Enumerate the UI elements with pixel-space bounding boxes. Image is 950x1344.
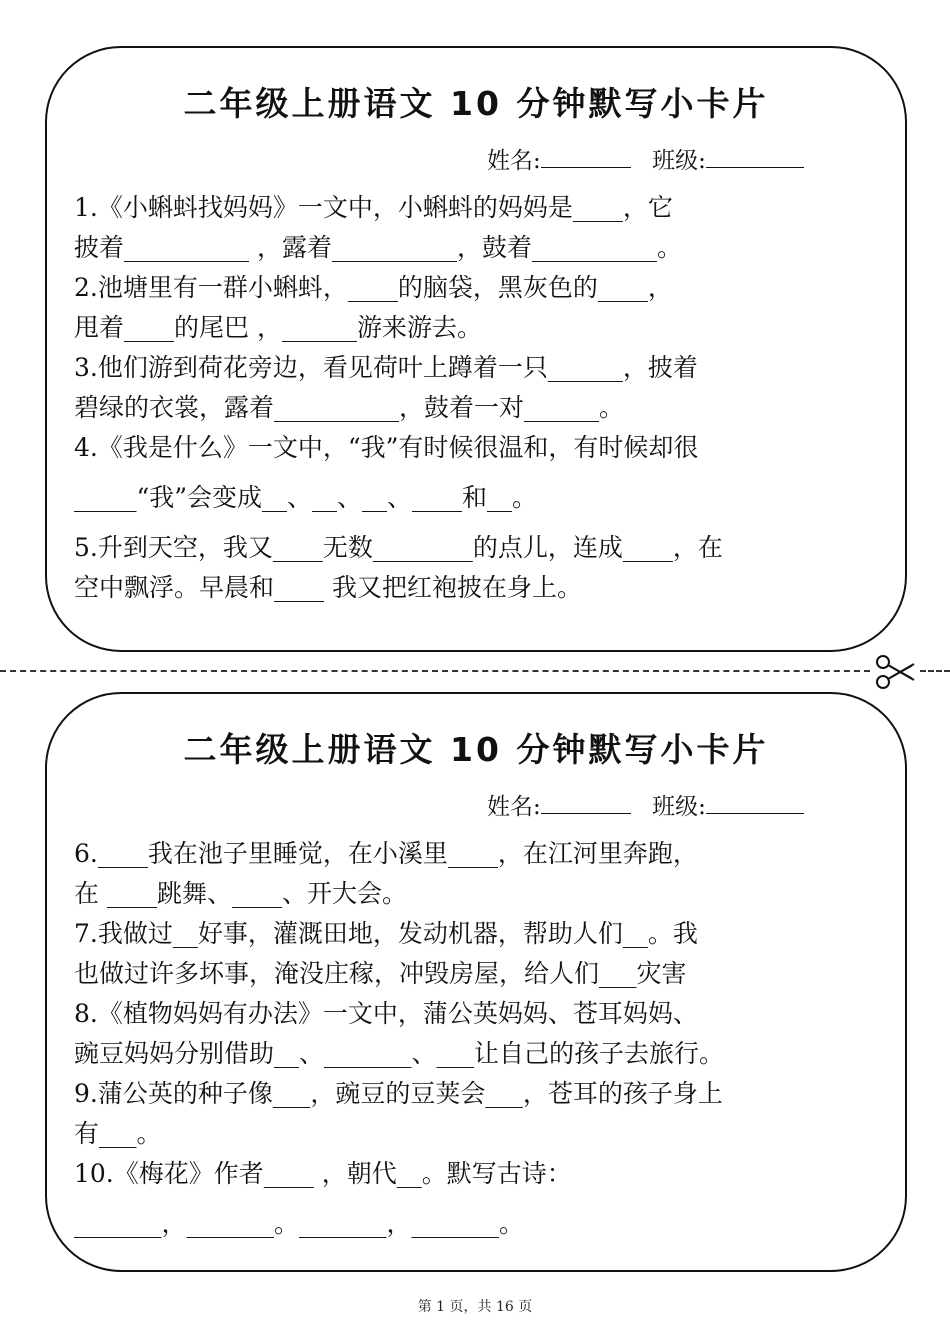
question-line: 4.《我是什么》一文中，“我”有时候很温和，有时候却很: [74, 433, 699, 462]
question-line: 10.《梅花》作者____ ，朝代__。默写古诗：: [74, 1159, 572, 1188]
question-line: 也做过许多坏事，淹没庄稼，冲毁房屋，给人们___灾害: [74, 959, 687, 988]
card-title: 二年级上册语文 10 分钟默写小卡片: [183, 84, 769, 123]
dictation-card-1: [45, 46, 907, 652]
question-line: 碧绿的衣裳，露着__________，鼓着一对______。: [74, 393, 625, 422]
class-blank[interactable]: [706, 145, 804, 168]
name-class-row: [487, 142, 804, 175]
questions: [74, 188, 886, 608]
name-label: 姓名:: [487, 794, 541, 820]
question-line: 1.《小蝌蚪找妈妈》一文中，小蝌蚪的妈妈是____，它: [74, 193, 673, 222]
page-footer: 第 1 页，共 16 页: [417, 1299, 533, 1315]
question-line: 8.《植物妈妈有办法》一文中，蒲公英妈妈、苍耳妈妈、: [74, 999, 698, 1028]
questions: [74, 834, 886, 1254]
class-blank[interactable]: [706, 791, 804, 814]
question-line: 披着__________ ，露着__________，鼓着__________。: [74, 233, 682, 262]
scissors-icon: [872, 654, 918, 690]
cut-line: [0, 670, 870, 672]
question-line: 豌豆妈妈分别借助__、_______、___让自己的孩子去旅行。: [74, 1039, 725, 1068]
question-line: _____“我”会变成__、__、__、____和__。: [74, 483, 538, 512]
cut-line-end: [920, 670, 950, 672]
question-line: 7.我做过__好事，灌溉田地，发动机器，帮助人们__。我: [74, 919, 698, 948]
question-line: 6.____我在池子里睡觉，在小溪里____，在江河里奔跑，: [74, 839, 698, 868]
dictation-card-2: [45, 692, 907, 1272]
question-line: 空中飘浮。早晨和____ 我又把红袍披在身上。: [74, 573, 582, 602]
question-line: 5.升到天空，我又____无数________的点儿，连成____，在: [74, 533, 723, 562]
name-blank[interactable]: [541, 145, 631, 168]
class-label: 班级:: [652, 794, 706, 820]
question-line: 9.蒲公英的种子像___，豌豆的豆荚会___，苍耳的孩子身上: [74, 1079, 723, 1108]
question-line: 2.池塘里有一群小蝌蚪，____的脑袋，黑灰色的____，: [74, 273, 673, 302]
name-class-row: [487, 788, 804, 821]
question-line: 有___。: [74, 1119, 162, 1148]
class-label: 班级:: [652, 148, 706, 174]
name-label: 姓名:: [487, 148, 541, 174]
question-line: _______，_______。_______，_______。: [74, 1209, 525, 1238]
name-blank[interactable]: [541, 791, 631, 814]
question-line: 在 ____跳舞、____、开大会。: [74, 879, 407, 908]
card-title: 二年级上册语文 10 分钟默写小卡片: [183, 730, 769, 769]
question-line: 3.他们游到荷花旁边，看见荷叶上蹲着一只______，披着: [74, 353, 698, 382]
question-line: 甩着____的尾巴 ，______游来游去。: [74, 313, 482, 342]
